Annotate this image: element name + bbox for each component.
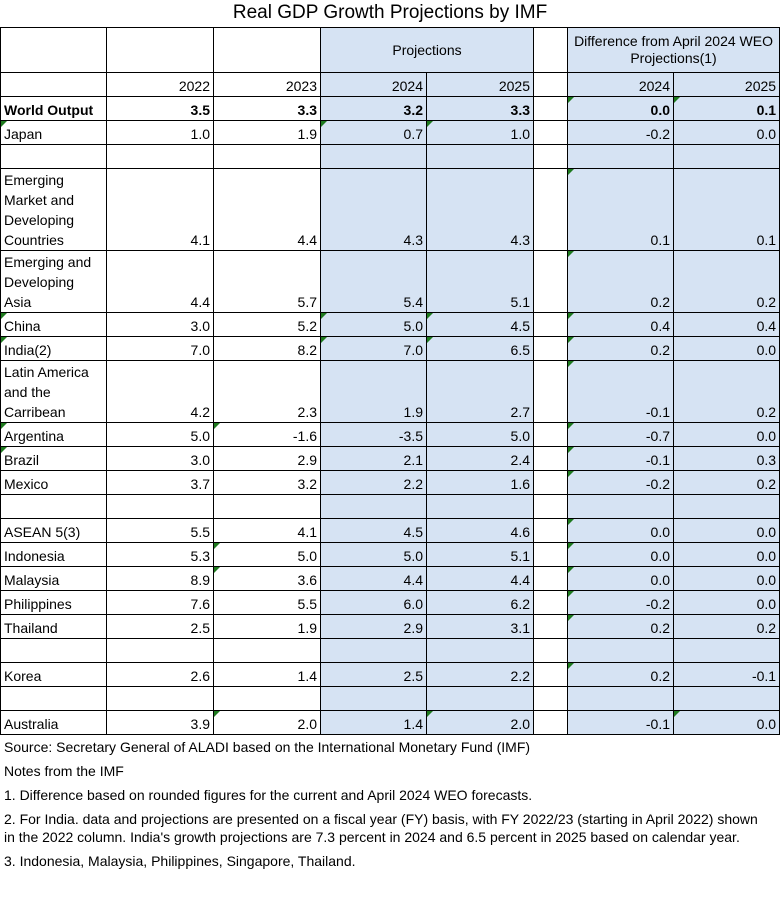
empty-cell [1, 686, 107, 710]
empty-cell [107, 686, 214, 710]
value-cell: 0.1 [568, 168, 674, 250]
gap-cell [534, 566, 568, 590]
table-row [1, 168, 780, 250]
table-row [1, 96, 780, 120]
empty-cell [427, 638, 534, 662]
row-label: Brazil [1, 446, 107, 470]
empty-cell [568, 638, 674, 662]
value-cell: -0.2 [568, 590, 674, 614]
value-cell: 2.1 [321, 446, 427, 470]
note-3: 3. Indonesia, Malaysia, Philippines, Singapore, Thailand. [4, 852, 356, 869]
row-label: Thailand [1, 614, 107, 638]
empty-cell [321, 638, 427, 662]
row-label: India(2) [1, 336, 107, 360]
notes-heading: Notes from the IMF [4, 762, 124, 779]
empty-cell [427, 494, 534, 518]
value-cell: 3.3 [427, 96, 534, 120]
value-cell: 0.0 [674, 336, 780, 360]
table-row [1, 336, 780, 360]
value-cell: 5.1 [427, 250, 534, 312]
value-cell: 2.3 [214, 360, 321, 422]
value-cell: 0.2 [568, 614, 674, 638]
gap-cell [534, 96, 568, 120]
value-cell: -3.5 [321, 422, 427, 446]
empty-cell [568, 494, 674, 518]
note-1: 1. Difference based on rounded figures for the current and April 2024 WEO forecasts. [4, 786, 533, 803]
value-cell: 0.1 [674, 168, 780, 250]
value-cell: 2.2 [321, 470, 427, 494]
value-cell: 8.9 [107, 566, 214, 590]
value-cell: 4.3 [427, 168, 534, 250]
row-label: Indonesia [1, 542, 107, 566]
value-cell: 5.0 [321, 312, 427, 336]
row-label: Latin America and the Carribean [1, 360, 107, 422]
value-cell: 0.2 [674, 614, 780, 638]
gap-cell [534, 422, 568, 446]
table-row [1, 710, 780, 734]
value-cell: 1.6 [427, 470, 534, 494]
value-cell: 0.0 [568, 566, 674, 590]
spacer-row [1, 144, 780, 168]
value-cell: 5.1 [427, 542, 534, 566]
value-cell: 1.4 [214, 662, 321, 686]
gap-cell [534, 120, 568, 144]
empty-cell [107, 638, 214, 662]
value-cell: 0.0 [674, 422, 780, 446]
value-cell: 2.9 [321, 614, 427, 638]
empty-cell [534, 638, 568, 662]
empty-cell [321, 686, 427, 710]
value-cell: 4.2 [107, 360, 214, 422]
empty-cell [534, 494, 568, 518]
value-cell: 5.3 [107, 542, 214, 566]
empty-cell [674, 638, 780, 662]
table-row [1, 614, 780, 638]
value-cell: 3.2 [214, 470, 321, 494]
value-cell: 5.0 [107, 422, 214, 446]
value-cell: 2.0 [214, 710, 321, 734]
value-cell: 1.9 [214, 120, 321, 144]
value-cell: 7.0 [321, 336, 427, 360]
value-cell: 4.4 [214, 168, 321, 250]
value-cell: 2.5 [107, 614, 214, 638]
gap-cell [534, 250, 568, 312]
note-2: 2. For India. data and projections are presented on a fiscal year (FY) basis, with FY 2022/23 (starting in April 2022) shown in the 2022 column. India's growth projections are 7.3 percent in 2024 and 6.5 percent in 2025 based on calendar year. [4, 810, 758, 845]
value-cell: -0.1 [568, 360, 674, 422]
gap-cell [534, 336, 568, 360]
value-cell: 0.0 [674, 566, 780, 590]
empty-cell [214, 494, 321, 518]
row-label: China [1, 312, 107, 336]
value-cell: 0.0 [674, 120, 780, 144]
value-cell: 0.4 [568, 312, 674, 336]
value-cell: 2.5 [321, 662, 427, 686]
gap-cell [534, 168, 568, 250]
value-cell: 4.4 [107, 250, 214, 312]
spacer-row [1, 494, 780, 518]
gap-cell [534, 360, 568, 422]
value-cell: 0.2 [674, 470, 780, 494]
spacer-row [1, 638, 780, 662]
row-label: Malaysia [1, 566, 107, 590]
gap-cell [534, 518, 568, 542]
year-header: 2025 [674, 72, 780, 96]
year-header: 2025 [427, 72, 534, 96]
table-row [1, 470, 780, 494]
empty-cell [321, 494, 427, 518]
value-cell: 0.1 [674, 96, 780, 120]
value-cell: 4.1 [214, 518, 321, 542]
empty-cell [214, 144, 321, 168]
gap-cell [534, 590, 568, 614]
notes-section [0, 738, 774, 870]
gap-cell [534, 312, 568, 336]
value-cell: 7.0 [107, 336, 214, 360]
table-row [1, 120, 780, 144]
value-cell: 1.9 [214, 614, 321, 638]
empty-cell [674, 686, 780, 710]
year-header: 2022 [107, 72, 214, 96]
value-cell: 2.4 [427, 446, 534, 470]
value-cell: 0.2 [568, 662, 674, 686]
empty-cell [674, 144, 780, 168]
value-cell: 4.6 [427, 518, 534, 542]
value-cell: 6.0 [321, 590, 427, 614]
value-cell: 5.0 [321, 542, 427, 566]
row-label: World Output [1, 96, 107, 120]
value-cell: 0.0 [568, 542, 674, 566]
value-cell: -0.7 [568, 422, 674, 446]
value-cell: 5.0 [427, 422, 534, 446]
value-cell: 3.0 [107, 446, 214, 470]
value-cell: -0.2 [568, 470, 674, 494]
value-cell: 3.0 [107, 312, 214, 336]
value-cell: 2.7 [427, 360, 534, 422]
gap-cell [534, 446, 568, 470]
value-cell: 1.0 [107, 120, 214, 144]
value-cell: 0.2 [568, 250, 674, 312]
value-cell: 0.2 [674, 360, 780, 422]
value-cell: 2.0 [427, 710, 534, 734]
value-cell: 4.4 [427, 566, 534, 590]
value-cell: 3.2 [321, 96, 427, 120]
source-note: Source: Secretary General of ALADI based on the International Monetary Fund (IMF) [4, 738, 531, 755]
empty-cell [427, 144, 534, 168]
row-label: Emerging Market and Developing Countries [1, 168, 107, 250]
value-cell: 2.2 [427, 662, 534, 686]
table-row [1, 360, 780, 422]
empty-cell [427, 686, 534, 710]
table-row [1, 446, 780, 470]
row-label: Korea [1, 662, 107, 686]
value-cell: 4.4 [321, 566, 427, 590]
value-cell: 0.3 [674, 446, 780, 470]
empty-cell [1, 494, 107, 518]
gap-cell [534, 662, 568, 686]
value-cell: 0.0 [674, 542, 780, 566]
spacer-row [1, 686, 780, 710]
value-cell: -0.1 [568, 710, 674, 734]
value-cell: 5.7 [214, 250, 321, 312]
value-cell: 4.5 [321, 518, 427, 542]
gap-cell [534, 614, 568, 638]
value-cell: 0.0 [674, 590, 780, 614]
value-cell: 4.3 [321, 168, 427, 250]
value-cell: 1.9 [321, 360, 427, 422]
value-cell: 0.2 [674, 250, 780, 312]
value-cell: 0.0 [674, 710, 780, 734]
projections-header: Projections [321, 27, 534, 72]
table-row [1, 312, 780, 336]
empty-cell [214, 638, 321, 662]
gap-cell [534, 542, 568, 566]
empty-cell [568, 144, 674, 168]
year-header: 2023 [214, 72, 321, 96]
value-cell: 7.6 [107, 590, 214, 614]
value-cell: 3.7 [107, 470, 214, 494]
value-cell: 3.1 [427, 614, 534, 638]
empty-cell [107, 494, 214, 518]
value-cell: -0.1 [568, 446, 674, 470]
value-cell: 3.9 [107, 710, 214, 734]
table-title: Real GDP Growth Projections by IMF [1, 0, 780, 27]
table-row [1, 518, 780, 542]
empty-cell [107, 144, 214, 168]
value-cell: 5.5 [214, 590, 321, 614]
value-cell: -1.6 [214, 422, 321, 446]
value-cell: 0.7 [321, 120, 427, 144]
year-header: 2024 [568, 72, 674, 96]
value-cell: 6.5 [427, 336, 534, 360]
value-cell: 4.5 [427, 312, 534, 336]
value-cell: 2.6 [107, 662, 214, 686]
value-cell: 1.0 [427, 120, 534, 144]
row-label: Australia [1, 710, 107, 734]
value-cell: 0.0 [568, 518, 674, 542]
empty-cell [568, 686, 674, 710]
table-row [1, 422, 780, 446]
value-cell: 2.9 [214, 446, 321, 470]
value-cell: 6.2 [427, 590, 534, 614]
empty-cell [321, 144, 427, 168]
value-cell: 3.5 [107, 96, 214, 120]
value-cell: 5.5 [107, 518, 214, 542]
row-label: Argentina [1, 422, 107, 446]
year-header: 2024 [321, 72, 427, 96]
empty-cell [674, 494, 780, 518]
value-cell: 0.4 [674, 312, 780, 336]
row-label: ASEAN 5(3) [1, 518, 107, 542]
value-cell: 5.2 [214, 312, 321, 336]
value-cell: 0.0 [674, 518, 780, 542]
value-cell: 1.4 [321, 710, 427, 734]
row-label: Mexico [1, 470, 107, 494]
value-cell: 0.0 [568, 96, 674, 120]
gap-cell [534, 710, 568, 734]
empty-cell [534, 144, 568, 168]
table-row [1, 590, 780, 614]
value-cell: 0.2 [568, 336, 674, 360]
row-label: Japan [1, 120, 107, 144]
empty-cell [1, 144, 107, 168]
table-row [1, 542, 780, 566]
row-label: Philippines [1, 590, 107, 614]
empty-cell [534, 686, 568, 710]
value-cell: 3.6 [214, 566, 321, 590]
gap-cell [534, 470, 568, 494]
value-cell: -0.2 [568, 120, 674, 144]
row-label: Emerging and Developing Asia [1, 250, 107, 312]
value-cell: 5.4 [321, 250, 427, 312]
value-cell: -0.1 [674, 662, 780, 686]
value-cell: 8.2 [214, 336, 321, 360]
table-row [1, 566, 780, 590]
table-row [1, 662, 780, 686]
value-cell: 5.0 [214, 542, 321, 566]
table-row [1, 250, 780, 312]
difference-header: Difference from April 2024 WEO Projections(1) [568, 27, 780, 72]
empty-cell [1, 638, 107, 662]
empty-cell [214, 686, 321, 710]
value-cell: 4.1 [107, 168, 214, 250]
value-cell: 3.3 [214, 96, 321, 120]
